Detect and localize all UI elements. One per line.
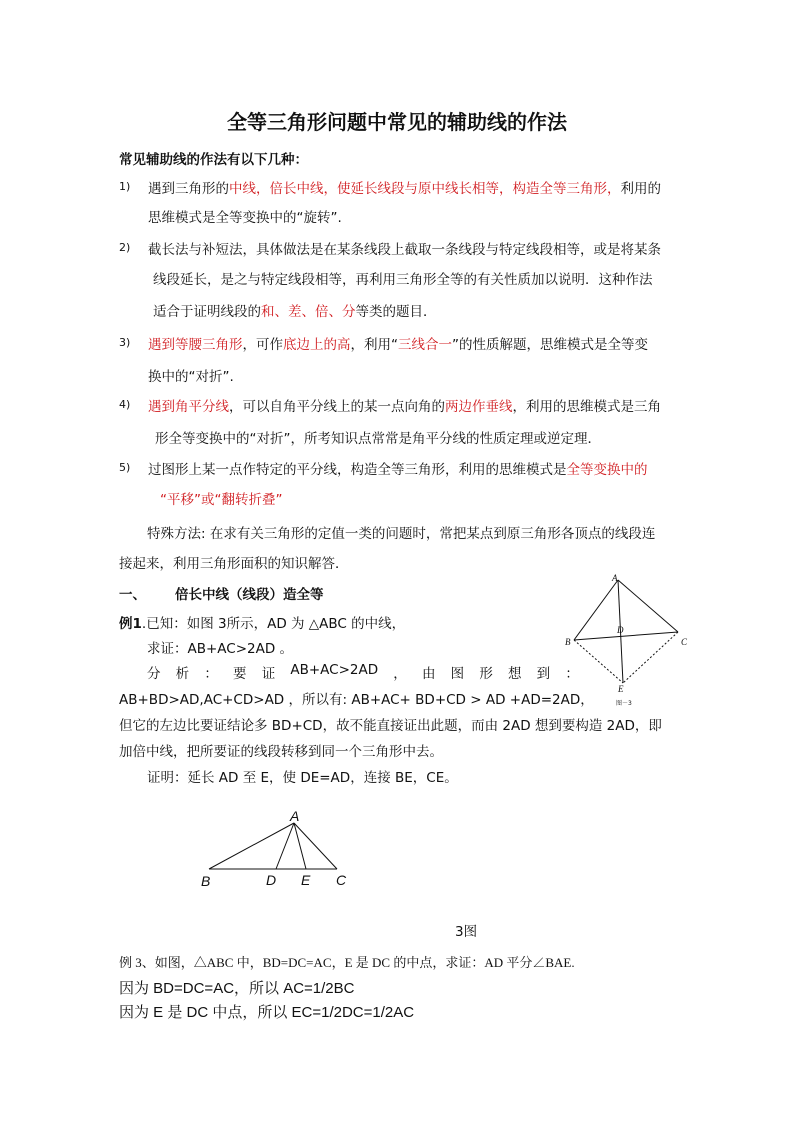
label-B: B bbox=[565, 637, 571, 647]
special-method-line-1: 特殊方法: 在求有关三角形的定值一类的问题时，常把某点到原三角形各顶点的线段连 bbox=[147, 526, 656, 542]
label-E: E bbox=[301, 872, 311, 888]
body-text: ，利用“ bbox=[350, 337, 398, 353]
item-1-line-1 bbox=[148, 177, 661, 197]
analysis-char: 到 bbox=[536, 666, 551, 682]
item-5-number: 5) bbox=[119, 461, 131, 474]
highlight-text: 遇到角平分线 bbox=[148, 399, 229, 415]
highlight-text: 两边作垂线 bbox=[445, 399, 513, 415]
body-text: 换中的“对折”. bbox=[148, 369, 234, 385]
analysis-char: 证 bbox=[261, 666, 276, 682]
figure-caption: 3图 bbox=[455, 924, 478, 940]
example-1-label: 例 bbox=[119, 616, 133, 632]
item-4-line-1 bbox=[148, 395, 661, 415]
analysis-char: 析 bbox=[175, 666, 190, 682]
body-text: ，可作 bbox=[242, 337, 283, 353]
segment-AB bbox=[574, 580, 618, 640]
highlight-text: 遇到等腰三角形 bbox=[148, 337, 243, 353]
highlight-text: “平移”或“翻转折叠” bbox=[160, 492, 283, 508]
analysis-char: 图 bbox=[450, 666, 465, 682]
item-3-line-2 bbox=[148, 365, 234, 385]
example-1-proof: 证明：延长 AD 至 E，使 DE=AD，连接 BE，CE。 bbox=[147, 770, 458, 786]
reasoning-line-2: 因为 E 是 DC 中点，所以 EC=1/2DC=1/2AC bbox=[119, 1004, 415, 1021]
item-5-line-1 bbox=[148, 458, 648, 478]
item-4-line-2 bbox=[155, 427, 601, 447]
analysis-char: AB+AC>2AD bbox=[290, 662, 379, 678]
reasoning-line-1: 因为 BD=DC=AC，所以 AC=1/2BC bbox=[119, 980, 355, 997]
analysis-char: ： bbox=[565, 666, 579, 682]
item-1-line-2 bbox=[148, 206, 342, 226]
label-A: A bbox=[290, 808, 300, 824]
label-B: B bbox=[201, 873, 211, 889]
example-1-analysis-line-1 bbox=[147, 662, 579, 682]
item-2-number: 2) bbox=[119, 241, 131, 254]
body-text: ”的性质解题，思维模式是全等变 bbox=[452, 337, 648, 353]
highlight-text: 全等变换中的 bbox=[566, 462, 648, 478]
body-text: 线段延长，是之与特定线段相等，再利用三角形全等的有关性质加以说明．这种作法 bbox=[153, 272, 653, 288]
label-C: C bbox=[681, 637, 688, 647]
example-1-line bbox=[119, 612, 405, 632]
figure-3-diagram bbox=[560, 570, 700, 710]
example-1-analysis-line-4: 加倍中线，把所要证的线段转移到同一个三角形中去。 bbox=[119, 744, 443, 760]
body-text: 过图形上某一点作特定的平分线，构造全等三角形，利用的思维模式是 bbox=[148, 462, 567, 478]
highlight-text: 三线合一 bbox=[398, 337, 452, 353]
special-method-line-2: 接起来，利用三角形面积的知识解答． bbox=[119, 556, 349, 572]
body-text: 截长法与补短法，具体做法是在某条线段上截取一条线段与特定线段相等，或是将某条 bbox=[148, 242, 661, 258]
example-1-prove: 求证：AB+AC>2AD 。 bbox=[147, 641, 294, 657]
intro-heading: 常见辅助线的作法有以下几种： bbox=[119, 152, 308, 168]
example-1-text: .已知：如图 3所示，AD 为 △ABC 的中线， bbox=[141, 616, 406, 632]
item-3-line-1 bbox=[148, 333, 648, 353]
body-text: ，利用的思维模式是三角 bbox=[512, 399, 661, 415]
segment-CE bbox=[623, 632, 678, 683]
body-text: 等类的题目． bbox=[355, 304, 437, 320]
label-D: D bbox=[617, 625, 624, 635]
label-E: E bbox=[618, 684, 624, 694]
segment-AC bbox=[618, 580, 678, 632]
segment-AB bbox=[209, 823, 294, 869]
body-text: 遇到三角形的 bbox=[148, 181, 229, 197]
highlight-text: 中线，倍长中线，使延长线段与原中线长相等，构造全等三角形， bbox=[229, 181, 621, 197]
segment-AD bbox=[276, 823, 294, 869]
analysis-char: ， bbox=[393, 666, 407, 682]
item-5-line-2 bbox=[160, 488, 282, 508]
example-1-number: 1 bbox=[132, 616, 142, 632]
item-2-line-1 bbox=[148, 238, 661, 258]
section-title: 倍长中线（线段）造全等 bbox=[175, 587, 324, 603]
item-2-line-2 bbox=[153, 268, 653, 288]
item-1-number: 1) bbox=[119, 180, 131, 193]
item-3-number: 3) bbox=[119, 336, 131, 349]
label-A: A bbox=[612, 573, 618, 583]
example-3-statement: 例 3、如图，△ABC 中，BD=DC=AC，E 是 DC 的中点，求证：AD 平分∠BAE. bbox=[119, 955, 575, 970]
figure-caption-small: 图－3 bbox=[616, 700, 632, 707]
analysis-char: 形 bbox=[479, 666, 493, 682]
highlight-text: 和、差、倍、分 bbox=[261, 304, 356, 320]
analysis-char: 由 bbox=[421, 666, 436, 682]
body-text: 利用的 bbox=[620, 181, 661, 197]
triangle-diagram bbox=[195, 805, 360, 890]
item-4-number: 4) bbox=[119, 398, 131, 411]
segment-BE bbox=[574, 640, 623, 683]
page-title: 全等三角形问题中常见的辅助线的作法 bbox=[227, 110, 567, 134]
analysis-char: 分 bbox=[147, 666, 161, 682]
item-2-line-3 bbox=[153, 300, 437, 320]
analysis-char: 要 bbox=[233, 666, 247, 682]
body-text: 适合于证明线段的 bbox=[153, 304, 261, 320]
body-text: 思维模式是全等变换中的“旋转”. bbox=[148, 210, 342, 226]
section-number: 一、 bbox=[119, 587, 146, 603]
label-C: C bbox=[336, 872, 347, 888]
label-D: D bbox=[266, 872, 277, 888]
highlight-text: 底边上的高 bbox=[283, 337, 351, 353]
segment-BC bbox=[574, 632, 678, 640]
body-text: 形全等变换中的“对折”，所考知识点常常是角平分线的性质定理或逆定理． bbox=[155, 431, 601, 447]
body-text: ，可以自角平分线上的某一点向角的 bbox=[229, 399, 445, 415]
example-1-analysis-line-3: 但它的左边比要证结论多 BD+CD，故不能直接证出此题，而由 2AD 想到要构造 2AD，即 bbox=[119, 718, 662, 734]
analysis-char: ： bbox=[204, 666, 218, 682]
example-1-analysis-line-2: AB+BD>AD,AC+CD>AD ，所以有: AB+AC+ BD+CD > AD +AD=2AD， bbox=[119, 692, 594, 708]
analysis-char: 想 bbox=[507, 666, 522, 682]
